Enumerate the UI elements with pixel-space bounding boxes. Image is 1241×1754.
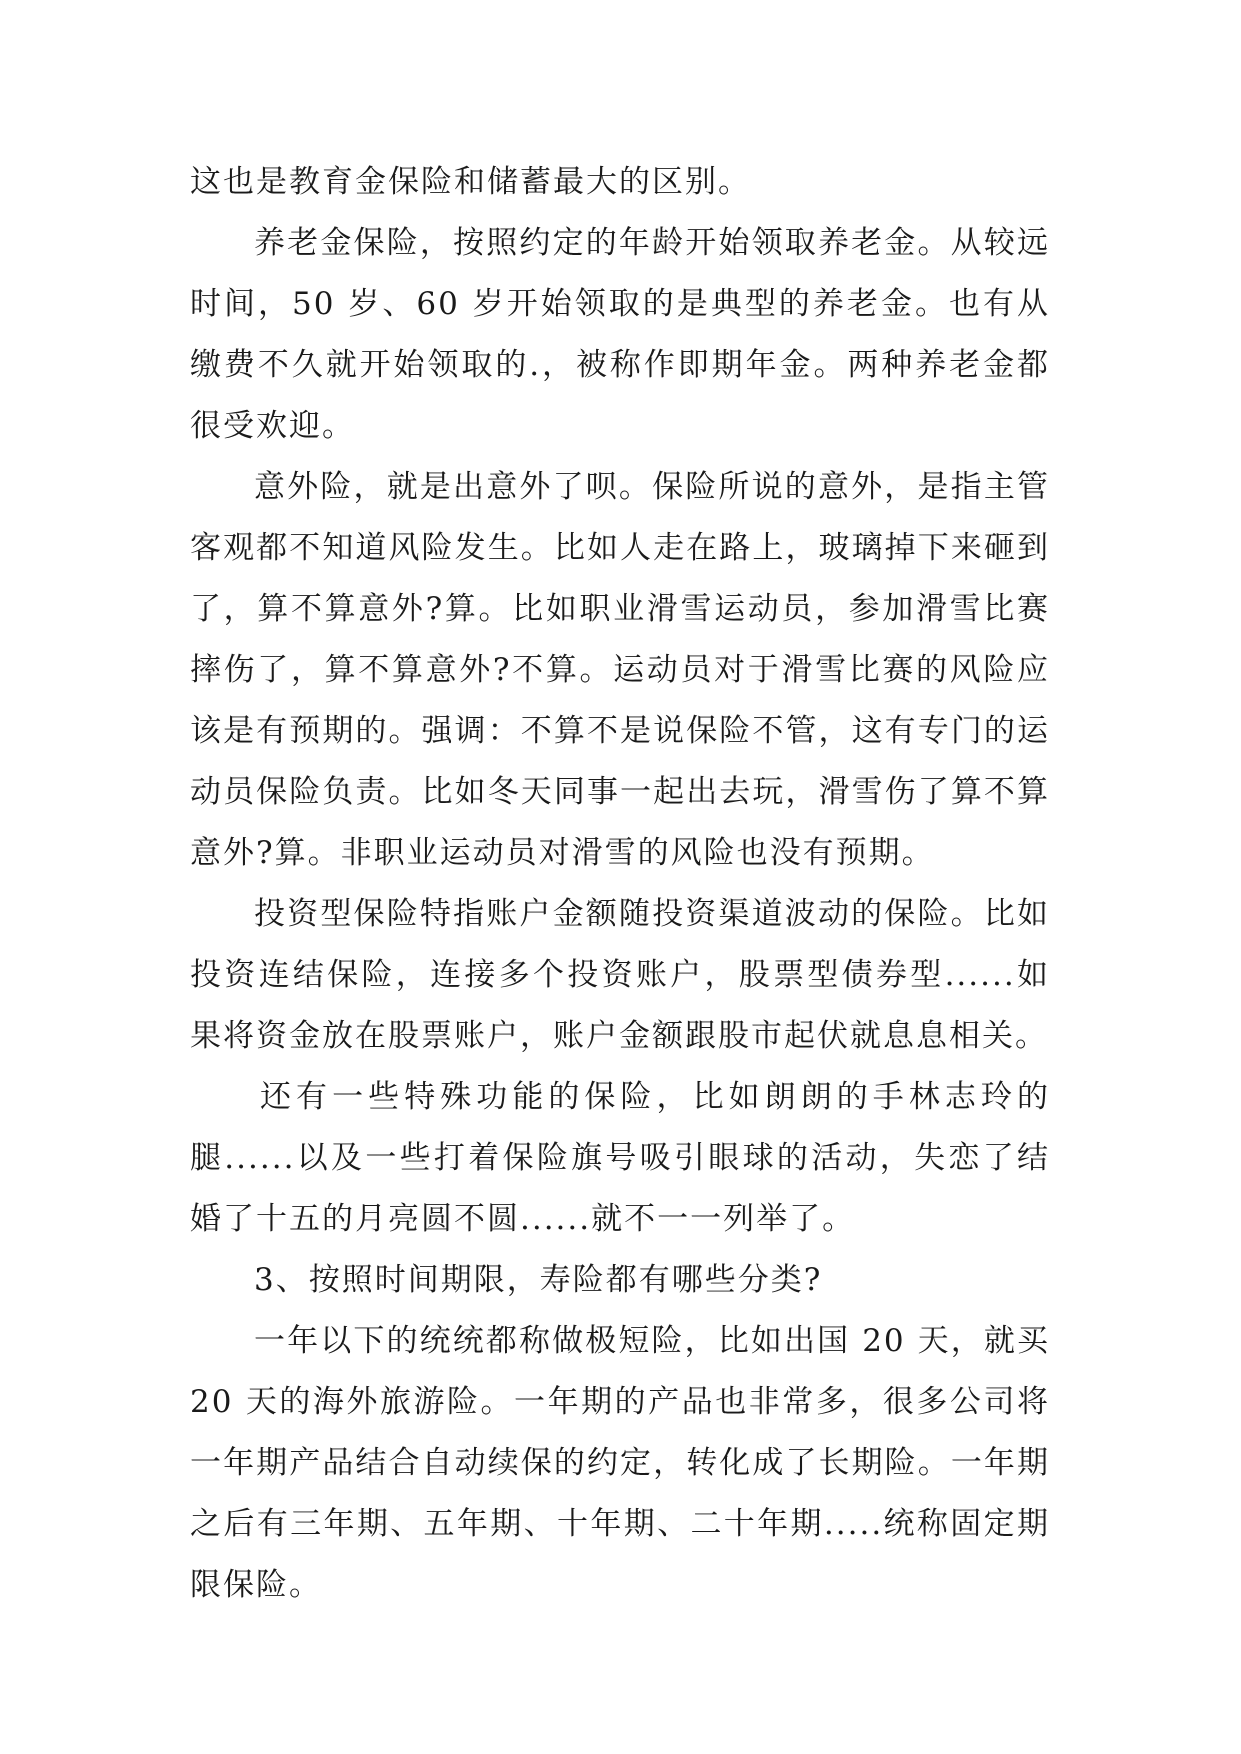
section-heading-term-classification: 3、按照时间期限，寿险都有哪些分类? bbox=[254, 1262, 823, 1298]
paragraph-accident-insurance: 意外险，就是出意外了呗。保险所说的意外，是指主管客观都不知道风险发生。比如人走在路上，玻璃掉下来砸到了，算不算意外?算。比如职业滑雪运动员，参加滑雪比赛摔伤了，算不算意外?不算。运动员对于滑雪比赛的风险应该是有预期的。强调：不算不是说保险不管，这有专门的运动员保险负责。比如冬天同事一起出去玩，滑雪伤了算不算意外?算。非职业运动员对滑雪的风险也没有预期。 bbox=[190, 469, 1050, 871]
document-body bbox=[190, 152, 1050, 1616]
paragraph-special-insurance: 还有一些特殊功能的保险，比如朗朗的手林志玲的腿......以及一些打着保险旗号吸引眼球的活动，失恋了结婚了十五的月亮圆不圆......就不一一列举了。 bbox=[190, 1079, 1050, 1237]
paragraph-investment-insurance: 投资型保险特指账户金额随投资渠道波动的保险。比如投资连结保险，连接多个投资账户，股票型债券型......如果将资金放在股票账户，账户金额跟股市起伏就息息相关。 bbox=[190, 896, 1050, 1054]
paragraph-term-insurance: 一年以下的统统都称做极短险，比如出国 20 天，就买 20 天的海外旅游险。一年期的产品也非常多，很多公司将一年期产品结合自动续保的约定，转化成了长期险。一年期之后有三年期、五年期、十年期、二十年期.....统称固定期限保险。 bbox=[190, 1323, 1050, 1603]
paragraph-pension-insurance: 养老金保险，按照约定的年龄开始领取养老金。从较远时间，50 岁、60 岁开始领取的是典型的养老金。也有从缴费不久就开始领取的.，被称作即期年金。两种养老金都很受欢迎。 bbox=[190, 225, 1050, 444]
paragraph-education-fund-ending: 这也是教育金保险和储蓄最大的区别。 bbox=[190, 164, 751, 200]
